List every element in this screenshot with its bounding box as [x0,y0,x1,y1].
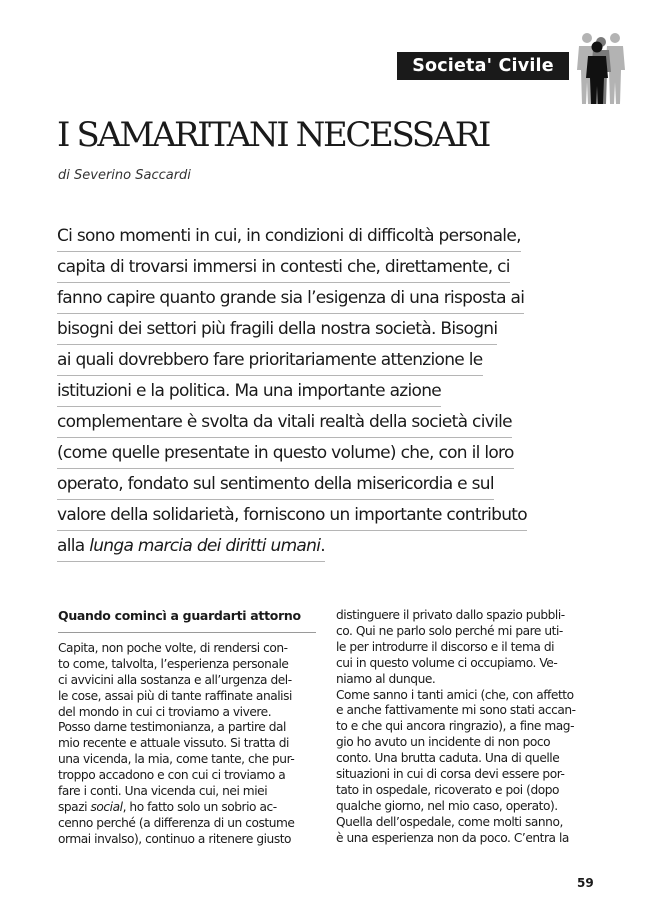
body-line: del mondo in cui ci troviamo a vivere. [58,704,272,719]
section-subheading: Quando comincì a guardarti attorno [58,608,316,633]
intro-paragraph [57,221,577,562]
people-group-icon [574,28,628,106]
intro-line: istituzioni e la politica. Ma una importante azione [57,377,441,407]
body-line: Quella dell’ospedale, come molti sanno, [336,814,563,829]
intro-line: Ci sono momenti in cui, in condizioni di difficoltà personale, [57,222,521,252]
intro-line: complementare è svolta da vitali realtà della società civile [57,408,512,438]
body-line-social [58,800,316,816]
body-line: distinguere il privato dallo spazio pubbli- [336,608,565,622]
body-line: co. Qui ne parlo solo perché mi pare uti- [336,623,563,638]
body-line: è una esperienza non da poco. C’entra la [336,830,569,845]
body-line: le cose, assai più di tante raffinate analisi [58,688,292,703]
body-line: cenno perché (a differenza di un costume [58,815,295,830]
body-line: Posso darne testimonianza, a partire dal [58,720,286,735]
body-line: Capita, non poche volte, di rendersi con- [58,640,288,655]
social-suffix: , ho fatto solo un sobrio ac- [122,799,277,814]
body-line: troppo accadono e con cui ci troviamo a [58,768,286,783]
body-line: conto. Una brutta caduta. Una di quelle [336,751,560,766]
body-line: ci avvicini alla sostanza e all’urgenza del- [58,672,292,687]
intro-line: capita di trovarsi immersi in contesti che, direttamente, ci [57,253,510,283]
social-prefix: spazi [58,799,91,814]
body-line: niamo al dunque. [336,671,436,686]
body-line: to e che qui ancora ringrazio), a fine mag- [336,719,575,734]
article-title: I SAMARITANI NECESSARI [57,115,490,155]
body-line: e anche fattivamente mi sono stati accan- [336,703,576,718]
body-line: cui in questo volume ci occupiamo. Ve- [336,655,558,670]
intro-line: ai quali dovrebbero fare prioritariamente attenzione le [57,346,483,376]
intro-line: fanno capire quanto grande sia l’esigenza di una risposta ai [57,284,524,314]
body-line: una vicenda, la mia, come tante, che pur- [58,752,295,767]
body-line: qualche giorno, nel mio caso, operato). [336,798,558,813]
body-line: gio ho avuto un incidente di non poco [336,735,551,750]
intro-last-prefix: alla [57,536,90,556]
social-italic: social [90,799,123,814]
body-line: fare i conti. Una vicenda cui, nei miei [58,784,268,799]
intro-last-suffix: . [320,536,325,556]
body-line: situazioni in cui di corsa devi essere por- [336,767,565,782]
intro-line-last [57,532,325,562]
body-line: to come, talvolta, l’esperienza personale [58,656,289,671]
body-line: Come sanno i tanti amici (che, con affetto [336,687,574,702]
left-column [58,608,316,848]
body-line: ormai invalso), continuo a ritenere giusto [58,831,292,846]
section-banner: Societa' Civile [397,52,569,80]
intro-line: bisogni dei settori più fragili della nostra società. Bisogni [57,315,497,345]
body-line: tato in ospedale, ricoverato e poi (dopo [336,782,560,797]
intro-line: valore della solidarietà, forniscono un importante contributo [57,501,527,531]
intro-line: (come quelle presentate in questo volume) che, con il loro [57,439,514,469]
body-line: le per introdurre il discorso e il tema di [336,639,555,654]
intro-line: operato, fondato sul sentimento della misericordia e sul [57,470,494,500]
page-number: 59 [577,876,594,890]
body-line: mio recente e attuale vissuto. Si tratta di [58,736,289,751]
article-author: di Severino Saccardi [58,168,191,183]
intro-last-italic: lunga marcia dei diritti umani [89,536,321,556]
right-column [336,608,594,847]
